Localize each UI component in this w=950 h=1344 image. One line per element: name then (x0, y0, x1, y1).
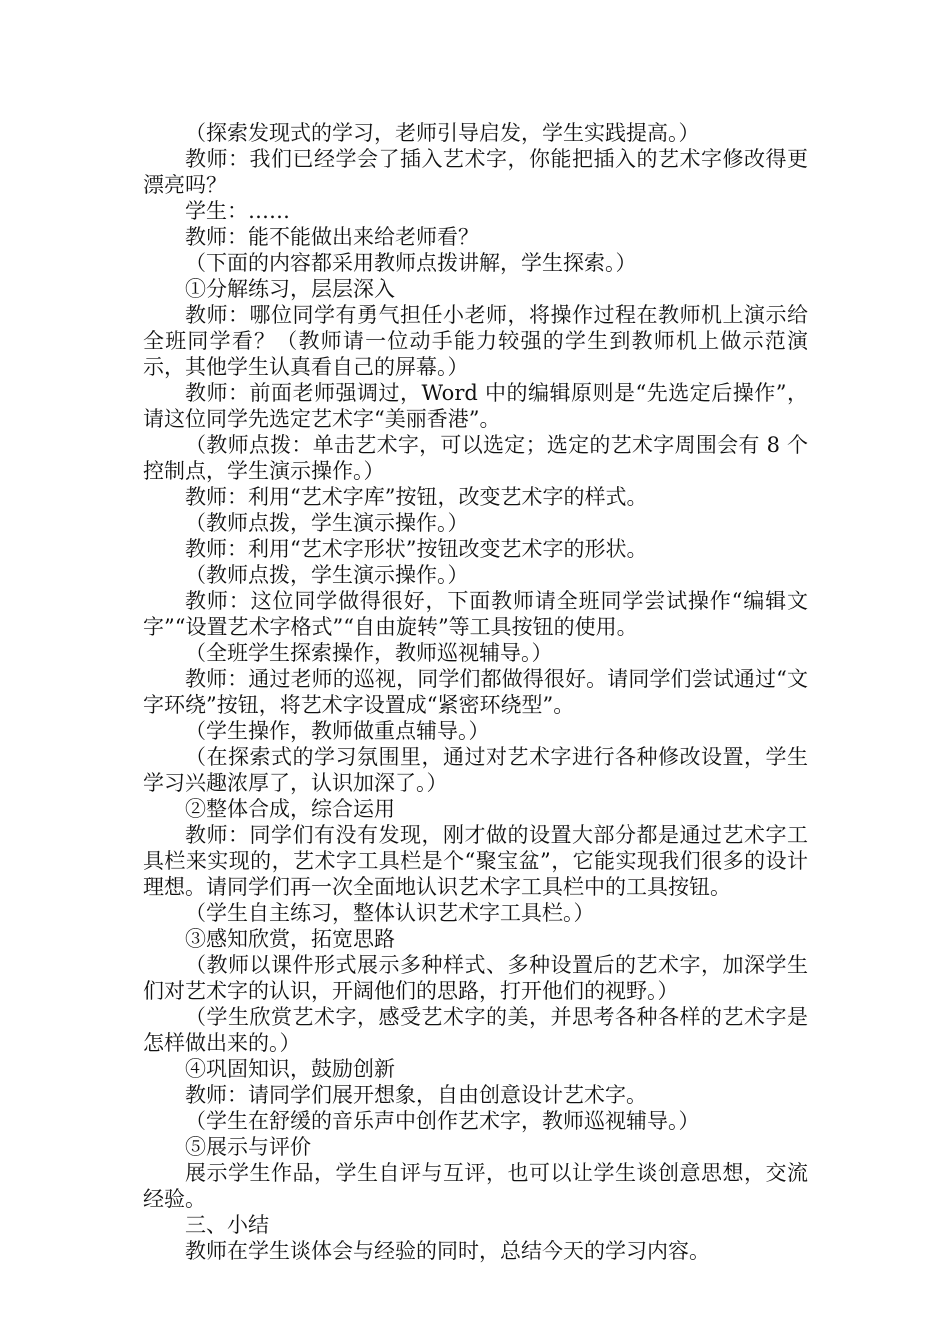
paragraph: 学生：…… (185, 199, 290, 223)
paragraph: （学生自主练习，整体认识艺术字工具栏。） (185, 901, 595, 925)
section-heading: ④巩固知识，鼓励创新 (185, 1057, 395, 1081)
paragraph: （教师点拨，学生演示操作。） (185, 563, 469, 587)
paragraph: （学生在舒缓的音乐声中创作艺术字，教师巡视辅导。） (185, 1109, 700, 1133)
paragraph: （教师点拨，学生演示操作。） (185, 511, 469, 535)
section-heading: ③感知欣赏，拓宽思路 (185, 927, 395, 951)
paragraph: 教师：哪位同学有勇气担任小老师，将操作过程在教师机上演示给全班同学看？（教师请一位动手能力较强的学生到教师机上做示范演示，其他学生认真看自己的屏幕。） (143, 303, 808, 379)
paragraph: （教师以课件形式展示多种样式、多种设置后的艺术字，加深学生们对艺术字的认识，开阔他们的思路，打开他们的视野。） (143, 953, 808, 1003)
section-heading: ②整体合成，综合运用 (185, 797, 395, 821)
body-text (143, 120, 808, 1264)
paragraph: （学生欣赏艺术字，感受艺术字的美，并思考各种各样的艺术字是怎样做出来的。） (143, 1005, 808, 1055)
section-heading: ⑤展示与评价 (185, 1135, 311, 1159)
paragraph: （全班学生探索操作，教师巡视辅导。） (185, 641, 553, 665)
paragraph: 教师：请同学们展开想象，自由创意设计艺术字。 (185, 1083, 647, 1107)
paragraph: 教师：通过老师的巡视，同学们都做得很好。请同学们尝试通过“文字环绕”按钮，将艺术字设置成“紧密环绕型”。 (143, 667, 808, 717)
paragraph: （探索发现式的学习，老师引导启发，学生实践提高。） (185, 121, 700, 145)
paragraph: （教师点拨：单击艺术字，可以选定；选定的艺术字周围会有 8 个控制点，学生演示操作。） (143, 433, 808, 483)
paragraph: 教师：同学们有没有发现，刚才做的设置大部分都是通过艺术字工具栏来实现的，艺术字工具栏是个“聚宝盆”，它能实现我们很多的设计理想。请同学们再一次全面地认识艺术字工具栏中的工具按钮。 (143, 823, 808, 899)
paragraph: 教师：我们已经学会了插入艺术字，你能把插入的艺术字修改得更漂亮吗？ (143, 147, 808, 197)
paragraph: （学生操作，教师做重点辅导。） (185, 719, 490, 743)
section-heading: ①分解练习，层层深入 (185, 277, 395, 301)
paragraph: 展示学生作品，学生自评与互评，也可以让学生谈创意思想，交流经验。 (143, 1161, 808, 1211)
paragraph: 教师：这位同学做得很好，下面教师请全班同学尝试操作“编辑文字”“设置艺术字格式”“自由旋转”等工具按钮的使用。 (143, 589, 808, 639)
paragraph: 教师：利用“艺术字库”按钮，改变艺术字的样式。 (185, 485, 648, 509)
paragraph: 教师：前面老师强调过，Word 中的编辑原则是“先选定后操作”，请这位同学先选定艺术字“美丽香港”。 (143, 381, 808, 431)
section-heading: 三、小结 (185, 1213, 269, 1237)
paragraph: 教师在学生谈体会与经验的同时，总结今天的学习内容。 (185, 1239, 710, 1263)
paragraph: （下面的内容都采用教师点拨讲解，学生探索。） (185, 251, 637, 275)
paragraph: 教师：利用“艺术字形状”按钮改变艺术字的形状。 (185, 537, 648, 561)
paragraph: 教师：能不能做出来给老师看？ (185, 225, 479, 249)
paragraph: （在探索式的学习氛围里，通过对艺术字进行各种修改设置，学生学习兴趣浓厚了，认识加深了。） (143, 745, 808, 795)
